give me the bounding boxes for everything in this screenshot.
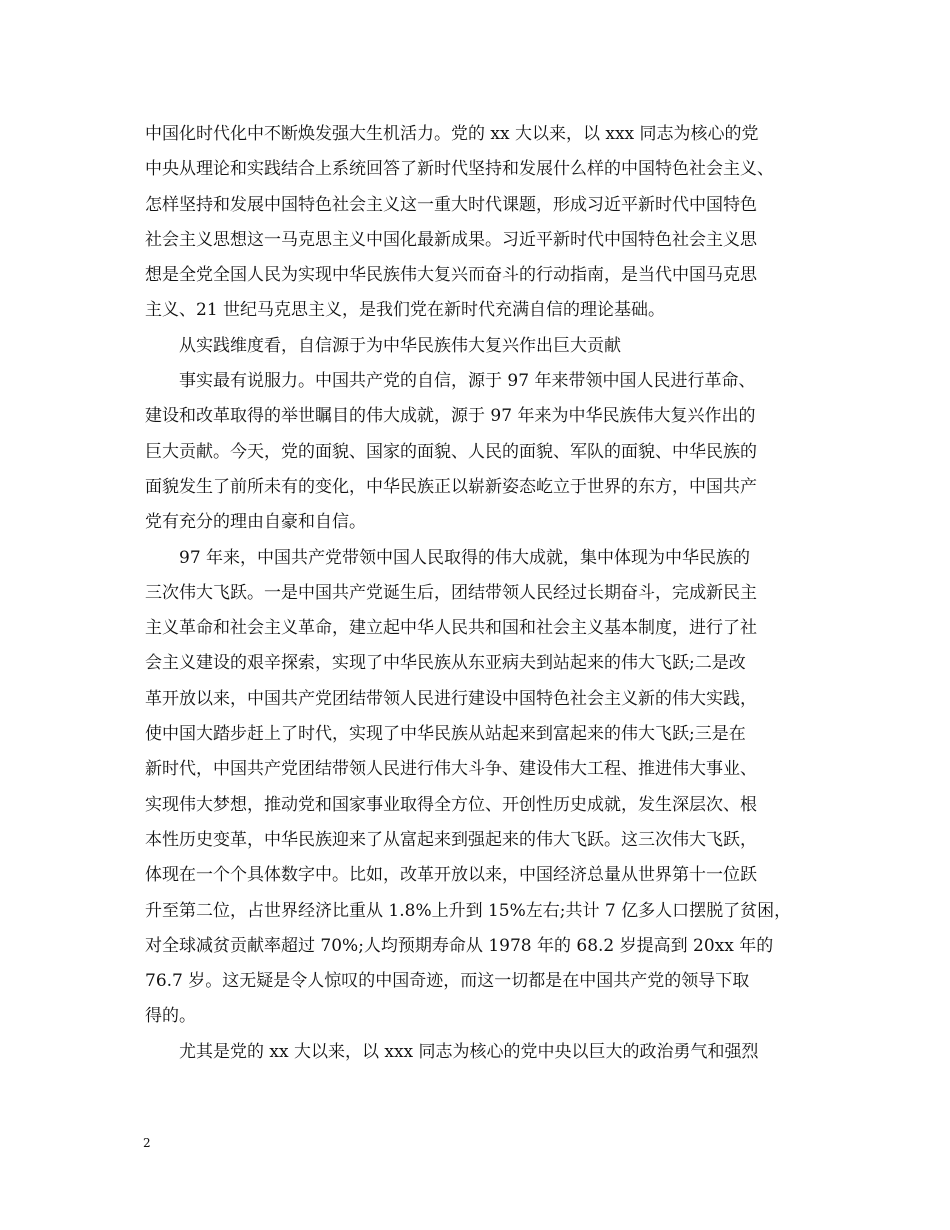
text-line: 新时代，中国共产党团结带领人民进行伟大斗争、建设伟大工程、推进伟大事业、 — [145, 759, 757, 780]
text-line: 事实最有说服力。中国共产党的自信，源于 97 年来带领中国人民进行革命、 — [179, 371, 756, 392]
text-line: 建设和改革取得的举世瞩目的伟大成就，源于 97 年来为中华民族伟大复兴作出的 — [145, 406, 756, 427]
text-line: 怎样坚持和发展中国特色社会主义这一重大时代课题，形成习近平新时代中国特色 — [145, 194, 757, 215]
text-line: 会主义建设的艰辛探索，实现了中华民族从东亚病夫到站起来的伟大飞跃;二是改 — [145, 653, 746, 674]
text-line: 体现在一个个具体数字中。比如，改革开放以来，中国经济总量从世界第十一位跃 — [145, 865, 757, 886]
body-text — [145, 117, 810, 1070]
text-line: 社会主义思想这一马克思主义中国化最新成果。习近平新时代中国特色社会主义思 — [145, 229, 757, 250]
text-line: 想是全党全国人民为实现中华民族伟大复兴而奋斗的行动指南，是当代中国马克思 — [145, 265, 757, 286]
text-line: 本性历史变革，中华民族迎来了从富起来到强起来的伟大飞跃。这三次伟大飞跃， — [145, 829, 757, 850]
text-line: 97 年来，中国共产党带领中国人民取得的伟大成就，集中体现为中华民族的 — [179, 547, 751, 568]
text-line: 三次伟大飞跃。一是中国共产党诞生后，团结带领人民经过长期奋斗，完成新民主 — [145, 582, 757, 603]
text-line: 中国化时代化中不断焕发强大生机活力。党的 xx 大以来，以 xxx 同志为核心的党 — [145, 124, 759, 144]
text-line: 使中国大踏步赶上了时代，实现了中华民族从站起来到富起来的伟大飞跃;三是在 — [145, 724, 746, 745]
text-line: 党有充分的理由自豪和自信。 — [145, 512, 366, 533]
text-line: 主义、21 世纪马克思主义，是我们党在新时代充满自信的理论基础。 — [145, 300, 666, 321]
text-line: 中央从理论和实践结合上系统回答了新时代坚持和发展什么样的中国特色社会主义、 — [145, 159, 774, 180]
text-line: 面貌发生了前所未有的变化，中华民族正以崭新姿态屹立于世界的东方，中国共产 — [145, 476, 757, 497]
text-line: 76.7 岁。这无疑是令人惊叹的中国奇迹，而这一切都是在中国共产党的领导下取 — [145, 971, 750, 992]
page-number: 2 — [143, 1136, 151, 1150]
text-line: 巨大贡献。今天，党的面貌、国家的面貌、人民的面貌、军队的面貌、中华民族的 — [145, 441, 757, 462]
text-line: 尤其是党的 xx 大以来，以 xxx 同志为核心的党中央以巨大的政治勇气和强烈 — [179, 1041, 759, 1062]
text-line: 对全球减贫贡献率超过 70%;人均预期寿命从 1978 年的 68.2 岁提高到 20xx 年的 — [145, 935, 774, 956]
text-line: 升至第二位，占世界经济比重从 1.8%上升到 15%左右;共计 7 亿多人口摆脱了贫困， — [145, 900, 792, 921]
text-line: 得的。 — [145, 1006, 196, 1027]
text-line: 革开放以来，中国共产党团结带领人民进行建设中国特色社会主义新的伟大实践， — [145, 688, 757, 709]
text-line: 主义革命和社会主义革命，建立起中华人民共和国和社会主义基本制度，进行了社 — [145, 618, 757, 639]
text-line: 实现伟大梦想，推动党和国家事业取得全方位、开创性历史成就，发生深层次、根 — [145, 794, 757, 815]
text-line: 从实践维度看，自信源于为中华民族伟大复兴作出巨大贡献 — [179, 335, 621, 356]
